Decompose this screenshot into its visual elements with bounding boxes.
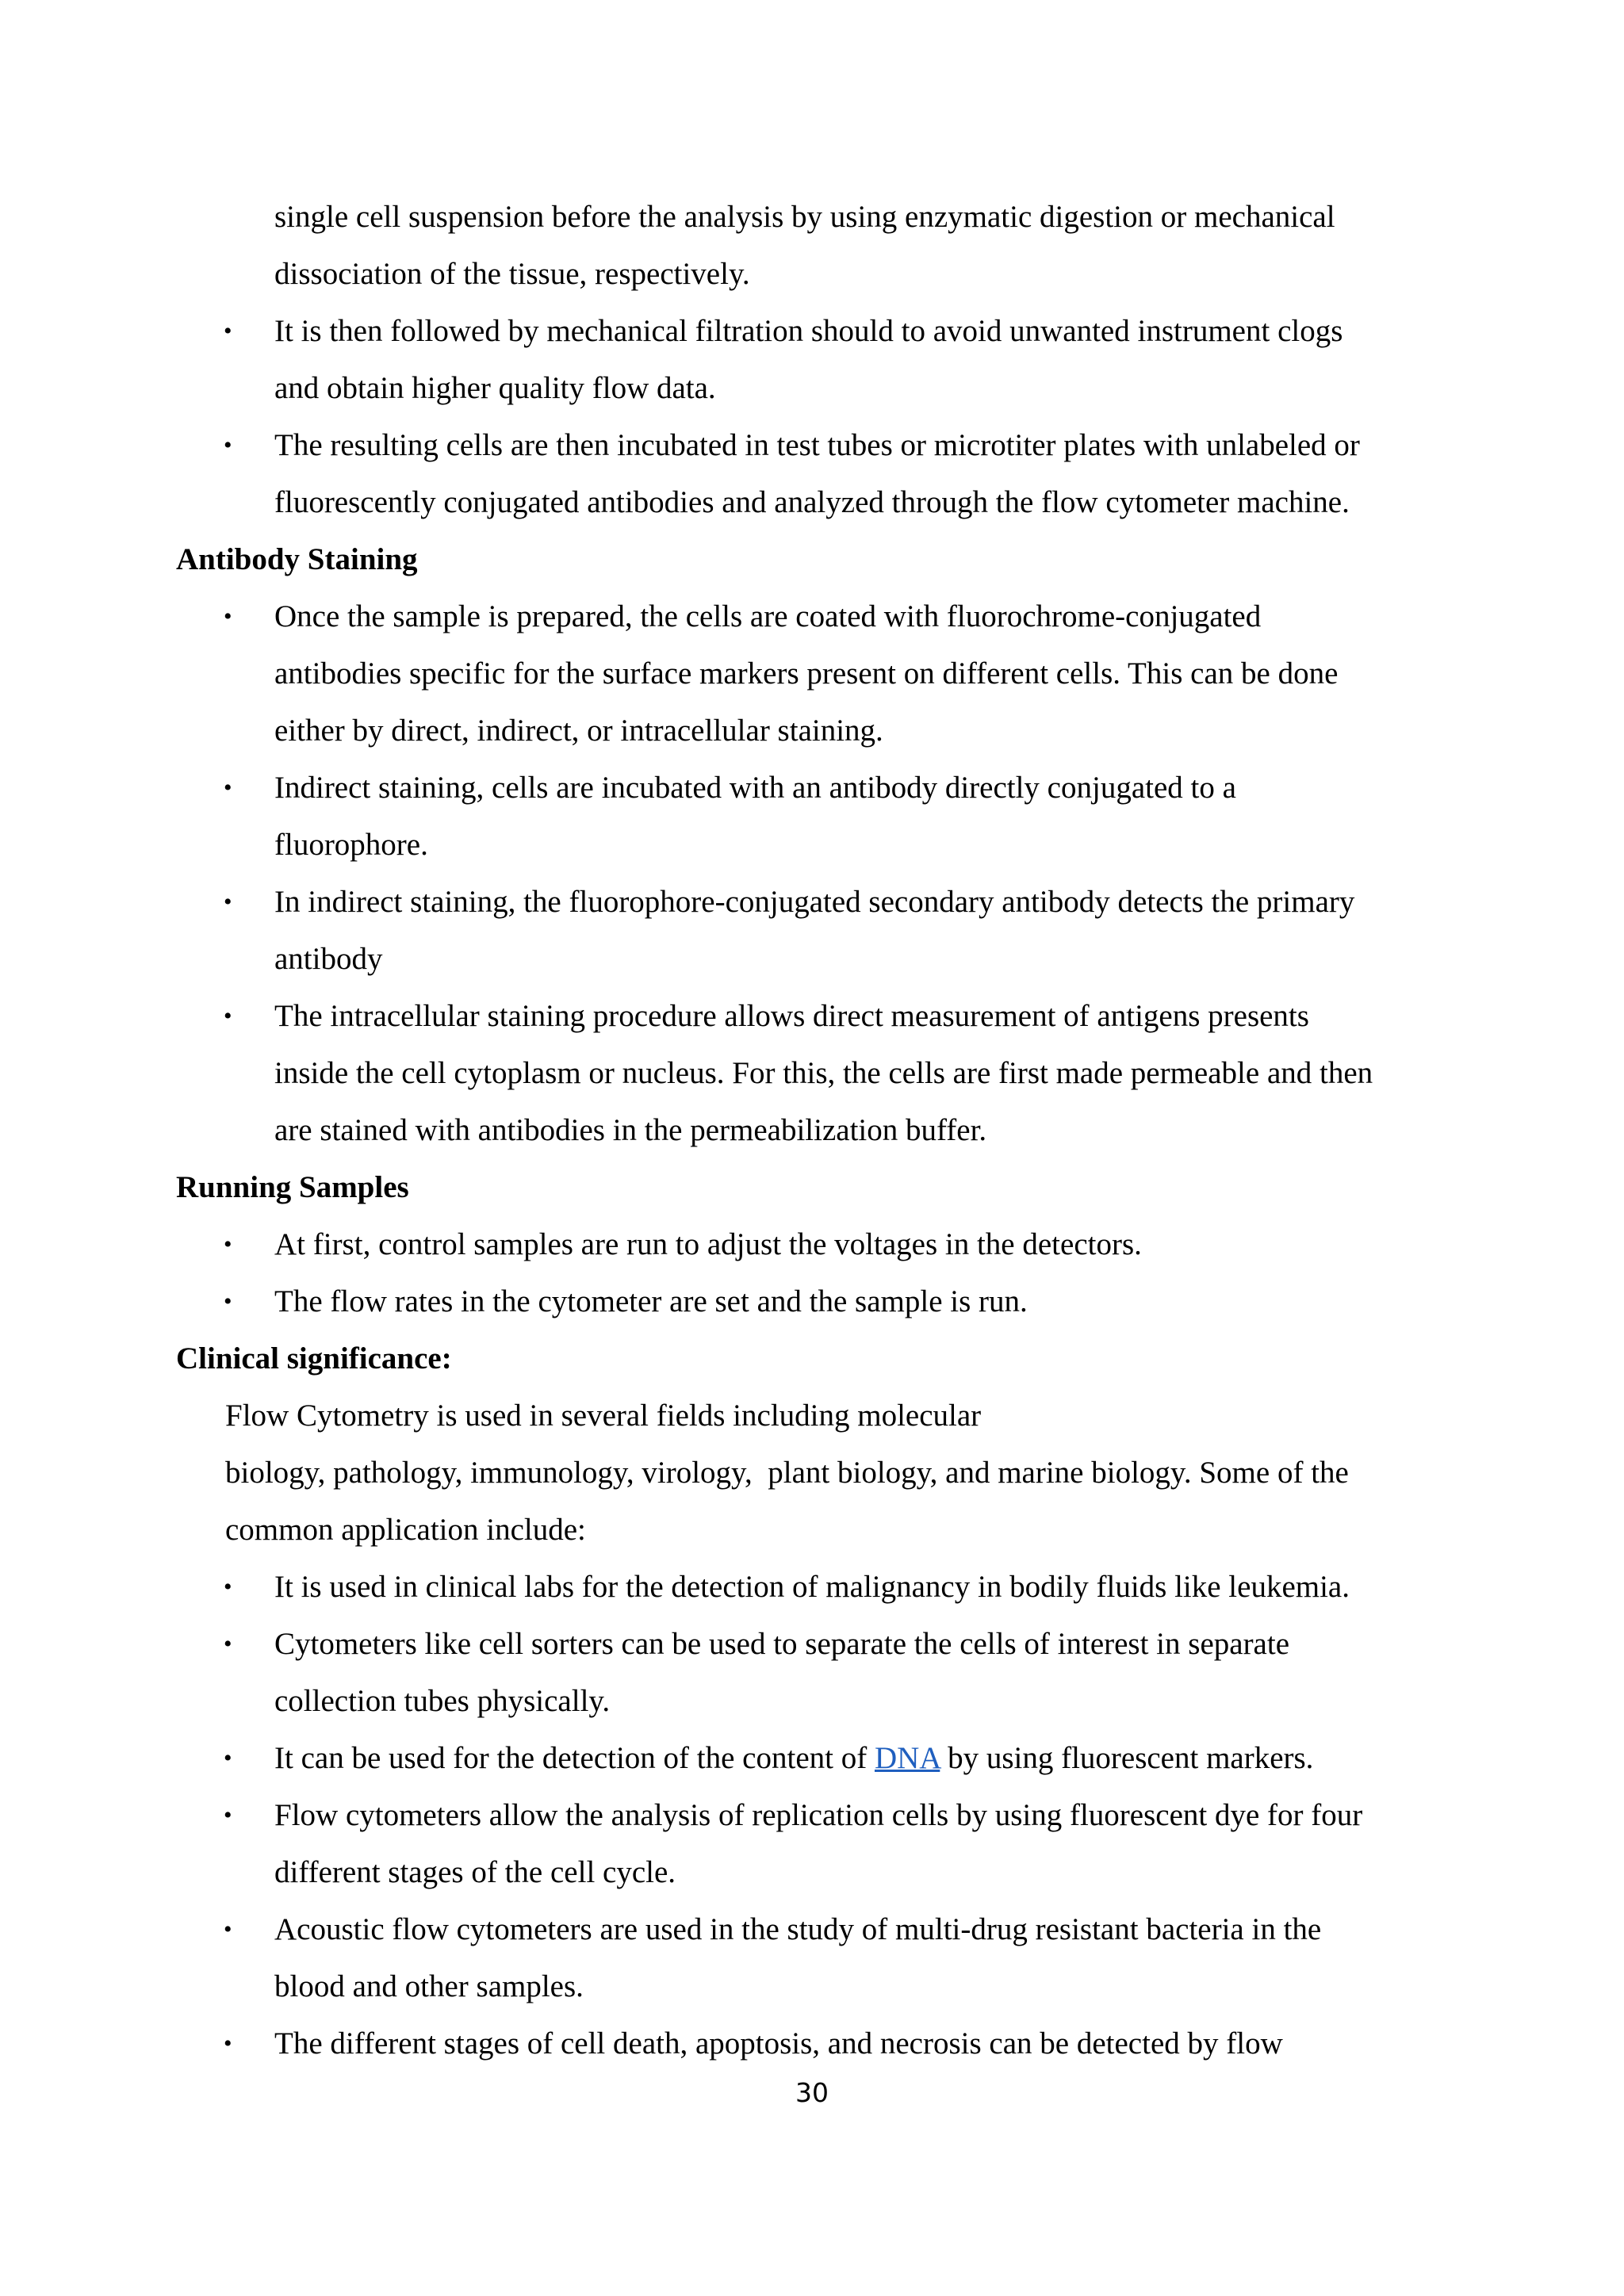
continuation-line-2: dissociation of the tissue, respectively.	[274, 257, 750, 291]
antibody-bullet-1-line-3: either by direct, indirect, or intracellular staining.	[274, 714, 883, 748]
running-bullet-2: The flow rates in the cytometer are set and the sample is run.	[274, 1284, 1028, 1318]
clinical-bullet-4-line-1: Flow cytometers allow the analysis of replication cells by using fluorescent dye for four	[274, 1798, 1363, 1832]
bullet-symbol: •	[224, 1916, 232, 1942]
bullet-symbol: •	[224, 1631, 232, 1657]
continuation-line-1: single cell suspension before the analysis by using enzymatic digestion or mechanical	[274, 200, 1335, 234]
intro-bullet-1-line-1: It is then followed by mechanical filtration should to avoid unwanted instrument clogs	[274, 314, 1343, 348]
clinical-bullet-5-line-2: blood and other samples.	[274, 1969, 584, 2003]
intro-bullet-1-line-2: and obtain higher quality flow data.	[274, 371, 716, 405]
bullet-symbol: •	[224, 1574, 232, 1600]
clinical-bullet-3	[274, 1739, 1313, 1777]
section-heading-running-samples: Running Samples	[176, 1170, 409, 1204]
bullet-symbol: •	[224, 1003, 232, 1029]
antibody-bullet-4-line-2: inside the cell cytoplasm or nucleus. For this, the cells are first made permeable and then	[274, 1056, 1373, 1090]
bullet-symbol: •	[224, 775, 232, 801]
clinical-bullet-2-line-2: collection tubes physically.	[274, 1684, 611, 1718]
intro-bullet-2-line-2: fluorescently conjugated antibodies and analyzed through the flow cytometer machine.	[274, 485, 1350, 519]
bullet-symbol: •	[224, 1231, 232, 1257]
clinical-bullet-6: The different stages of cell death, apoptosis, and necrosis can be detected by flow	[274, 2026, 1283, 2061]
bullet-symbol: •	[224, 1802, 232, 1828]
intro-bullet-2-line-1: The resulting cells are then incubated in test tubes or microtiter plates with unlabeled or	[274, 428, 1360, 462]
bullet-symbol: •	[224, 432, 232, 458]
clinical-paragraph-line-2: biology, pathology, immunology, virology, plant biology, and marine biology. Some of the	[225, 1456, 1349, 1490]
antibody-bullet-1-line-1: Once the sample is prepared, the cells are coated with fluorochrome-conjugated	[274, 599, 1262, 633]
antibody-bullet-3-line-1: In indirect staining, the fluorophore-conjugated secondary antibody detects the primary	[274, 885, 1355, 919]
dna-link[interactable]: DNA	[874, 1741, 940, 1775]
clinical-bullet-4-line-2: different stages of the cell cycle.	[274, 1855, 676, 1889]
clinical-bullet-5-line-1: Acoustic flow cytometers are used in the study of multi-drug resistant bacteria in the	[274, 1912, 1322, 1946]
clinical-paragraph-line-1: Flow Cytometry is used in several fields including molecular	[225, 1399, 982, 1433]
clinical-paragraph-line-3: common application include:	[225, 1513, 586, 1547]
clinical-bullet-2-line-1: Cytometers like cell sorters can be used to separate the cells of interest in separate	[274, 1627, 1290, 1661]
section-heading-clinical-significance: Clinical significance:	[176, 1341, 452, 1376]
antibody-bullet-2-line-1: Indirect staining, cells are incubated with an antibody directly conjugated to a	[274, 771, 1236, 805]
antibody-bullet-3-line-2: antibody	[274, 942, 383, 976]
antibody-bullet-1-line-2: antibodies specific for the surface markers present on different cells. This can be done	[274, 656, 1339, 691]
dna-line-after: by using fluorescent markers.	[940, 1741, 1314, 1775]
antibody-bullet-2-line-2: fluorophore.	[274, 828, 428, 862]
bullet-symbol: •	[224, 1288, 232, 1314]
dna-line-before: It can be used for the detection of the content of	[274, 1741, 875, 1775]
antibody-bullet-4-line-1: The intracellular staining procedure allows direct measurement of antigens presents	[274, 999, 1309, 1033]
bullet-symbol: •	[224, 318, 232, 344]
clinical-bullet-1: It is used in clinical labs for the detection of malignancy in bodily fluids like leukemia.	[274, 1570, 1350, 1604]
section-heading-antibody-staining: Antibody Staining	[176, 542, 418, 576]
running-bullet-1: At first, control samples are run to adjust the voltages in the detectors.	[274, 1227, 1142, 1261]
bullet-symbol: •	[224, 603, 232, 629]
page-number: 30	[795, 2077, 829, 2108]
bullet-symbol: •	[224, 2030, 232, 2057]
bullet-symbol: •	[224, 1745, 232, 1771]
antibody-bullet-4-line-3: are stained with antibodies in the permeabilization buffer.	[274, 1113, 987, 1147]
bullet-symbol: •	[224, 889, 232, 915]
